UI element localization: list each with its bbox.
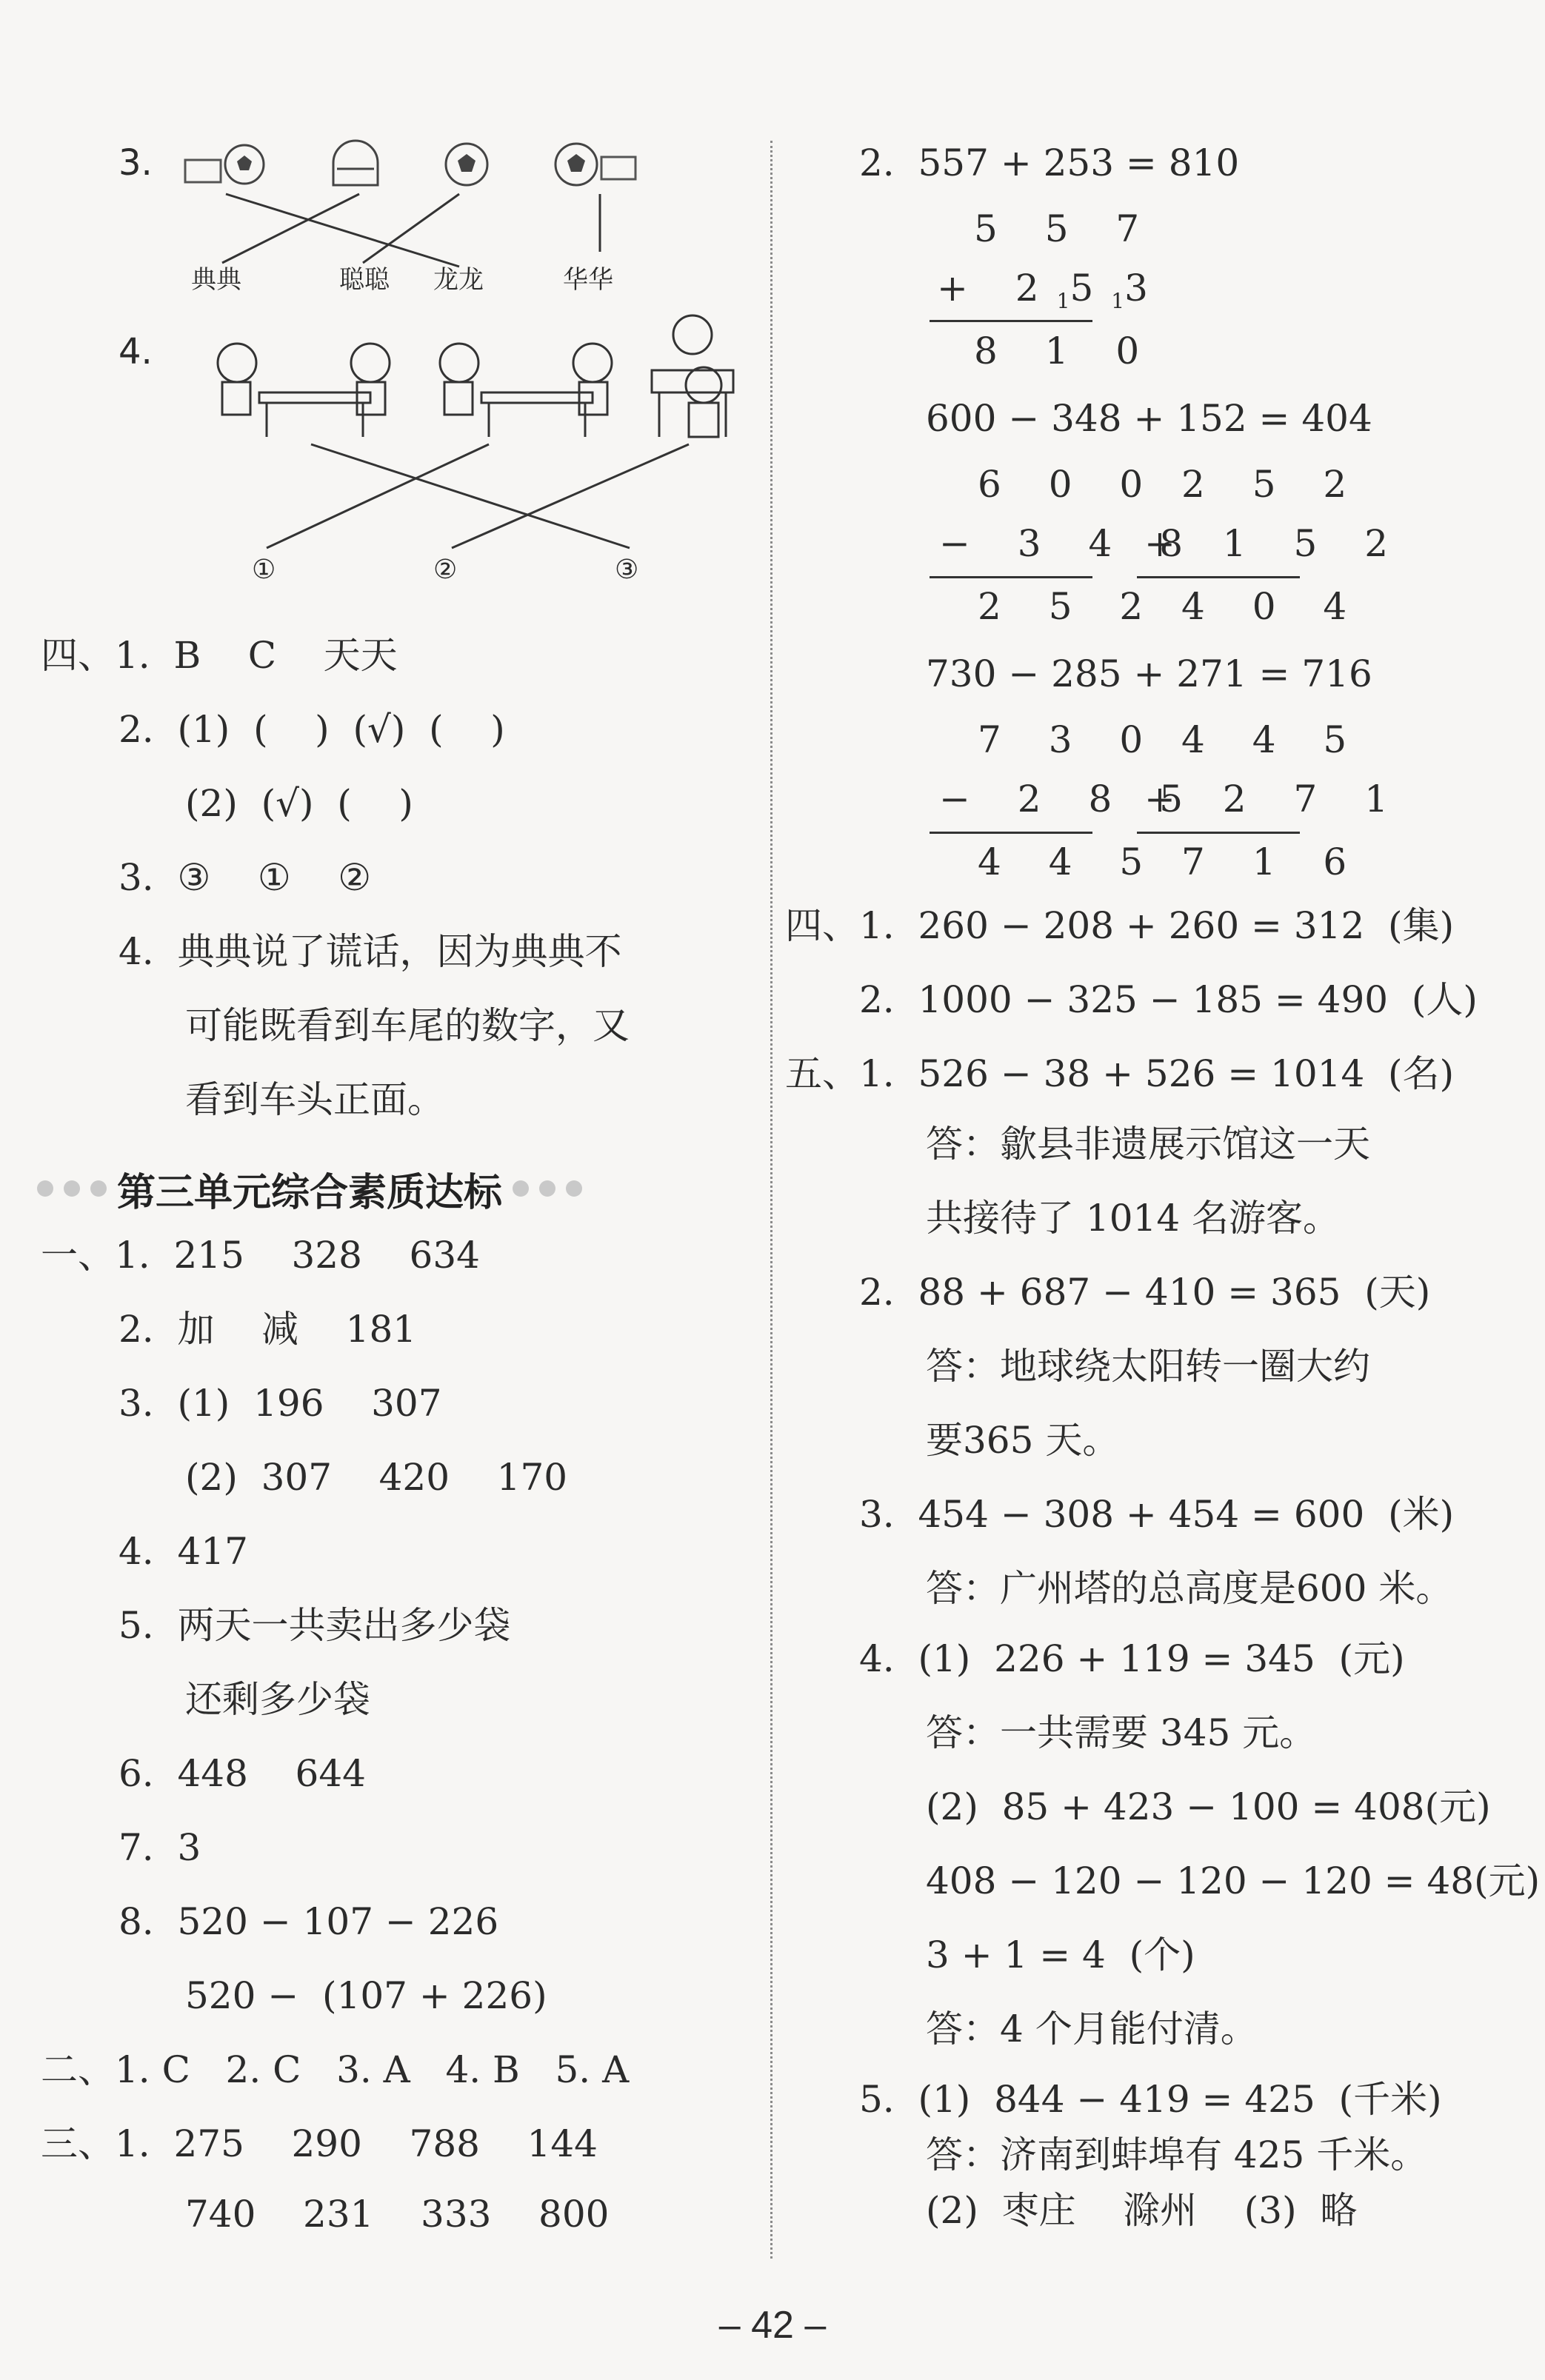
unit-s1-q4: 4. 417 xyxy=(119,1530,248,1573)
page-number: – 42 – xyxy=(718,2304,827,2347)
heading-dots-right xyxy=(513,1180,582,1197)
right-s5-q3: 3. 454 − 308 + 454 = 600 (米) xyxy=(859,1493,1455,1536)
right-s5-q2: 2. 88 + 687 − 410 = 365 (天) xyxy=(859,1271,1431,1314)
vcalc3b-mid: + 2 7 1 xyxy=(1144,778,1406,820)
right-s4-q2: 2. 1000 − 325 − 185 = 490 (人) xyxy=(859,978,1478,1021)
vcalc2a-rule xyxy=(930,576,1092,578)
right-s5-q4-b: (2) 85 + 423 − 100 = 408(元) xyxy=(926,1785,1491,1828)
unit-s1-q6: 6. 448 644 xyxy=(119,1752,366,1795)
q4-label: 4. xyxy=(119,331,153,372)
section4-q4a: 4. 典典说了谎话，因为典典不 xyxy=(119,930,622,973)
q3-name-3: 龙龙 xyxy=(433,265,484,295)
section4-q2a: 2. (1) ( ) (√) ( ) xyxy=(119,708,505,751)
right-s5-q2-ans-a: 答：地球绕太阳转一圈大约 xyxy=(926,1345,1370,1388)
unit-s1-q1: 一、1. 215 328 634 xyxy=(41,1234,480,1277)
vcalc2b-result: 4 0 4 xyxy=(1181,585,1365,628)
ball-and-bread-icon xyxy=(555,144,635,185)
vcalc1-top: 5 5 7 xyxy=(974,207,1158,250)
right-s5-q1-ans-a: 答：歙县非遗展示馆这一天 xyxy=(926,1123,1370,1166)
vcalc1-end-digit: 3 xyxy=(1124,267,1166,310)
right-s5-q1-ans-b: 共接待了 1014 名游客。 xyxy=(926,1197,1341,1240)
vcalc3a-result: 4 4 5 xyxy=(978,840,1161,883)
right-s5-q5: 5. (1) 844 − 419 = 425 (千米) xyxy=(859,2078,1442,2121)
unit-s1-q3a: 3. (1) 196 307 xyxy=(119,1382,442,1425)
q3-name-2: 聪聪 xyxy=(339,265,390,295)
unit-title: 第三单元综合素质达标 xyxy=(117,1170,503,1215)
right-q2: 2. 557 + 253 = 810 xyxy=(859,141,1240,184)
right-s5-q4: 4. (1) 226 + 119 = 345 (元) xyxy=(859,1637,1405,1680)
section4-q1: 四、1. B C 天天 xyxy=(41,634,398,677)
unit-s1-q2: 2. 加 减 181 xyxy=(119,1308,417,1351)
section4-q3: 3. ③ ① ② xyxy=(119,856,372,899)
vcalc3b-top: 4 4 5 xyxy=(1181,718,1365,761)
vcalc3b-result: 7 1 6 xyxy=(1181,840,1365,883)
section4-q4c: 看到车头正面。 xyxy=(185,1078,444,1121)
vcalc1-plus: + 2 xyxy=(937,267,1057,310)
heading-dots-left xyxy=(37,1180,107,1197)
vcalc2b-rule xyxy=(1137,576,1300,578)
vcalc2a-mid: − 3 4 8 xyxy=(939,522,1201,565)
unit-s1-q5b: 还剩多少袋 xyxy=(185,1678,370,1721)
q3-label: 3. xyxy=(119,142,153,184)
q4-circle-2: ② xyxy=(433,555,458,585)
ball-icon-2 xyxy=(333,141,378,185)
vcalc2a-result: 2 5 2 xyxy=(978,585,1161,628)
q4-circle-3: ③ xyxy=(615,555,639,585)
ball-icon-3 xyxy=(446,144,487,185)
unit-s3b: 740 231 333 800 xyxy=(185,2193,610,2236)
right-s5-q4-ans-e: 答：4 个月能付清。 xyxy=(926,2008,1258,2050)
vcalc2b-top: 2 5 2 xyxy=(1181,463,1365,506)
right-s5-q5-b: (2) 枣庄 滁州 (3) 略 xyxy=(926,2189,1358,2232)
unit-s1-q3b: (2) 307 420 170 xyxy=(185,1456,568,1499)
right-s5-q4-ans-a: 答：一共需要 345 元。 xyxy=(926,1711,1317,1754)
ping-pong-scene-3 xyxy=(652,315,733,437)
unit-s2: 二、1. C 2. C 3. A 4. B 5. A xyxy=(41,2048,630,2091)
unit-s1-q8a: 8. 520 − 107 − 226 xyxy=(119,1900,499,1943)
right-s5-q3-ans: 答：广州塔的总高度是600 米。 xyxy=(926,1567,1453,1610)
right-s5-q2-ans-b: 要365 天。 xyxy=(926,1419,1120,1462)
unit-s1-q7: 7. 3 xyxy=(119,1826,201,1869)
right-s4-q1: 四、1. 260 − 208 + 260 = 312 (集) xyxy=(785,904,1455,947)
right-q2b: 600 − 348 + 152 = 404 xyxy=(926,397,1372,440)
unit-heading xyxy=(37,1163,582,1214)
right-s5-q4-c: 408 − 120 − 120 − 120 = 48(元) xyxy=(926,1859,1541,1902)
unit-s1-q8b: 520 − (107 + 226) xyxy=(185,1974,547,2017)
vcalc3a-mid: − 2 8 5 xyxy=(939,778,1201,820)
vcalc3b-rule xyxy=(1137,832,1300,834)
right-s5-q5-ans-a: 答：济南到蚌埠有 425 千米。 xyxy=(926,2133,1428,2176)
vcalc2b-mid: + 1 5 2 xyxy=(1144,522,1406,565)
right-s5-q4-d: 3 + 1 = 4 (个) xyxy=(926,1933,1195,1976)
q3-name-4: 华华 xyxy=(563,265,613,295)
ping-pong-scene-1 xyxy=(218,344,390,437)
bread-and-ball-icon xyxy=(185,145,264,184)
ping-pong-scene-2 xyxy=(440,344,612,437)
right-q2c: 730 − 285 + 271 = 716 xyxy=(926,652,1372,695)
column-divider xyxy=(770,141,772,2259)
vcalc3a-rule xyxy=(930,832,1092,834)
vcalc1-mid: + $2_15_13$ xyxy=(937,267,1166,313)
vcalc1-result: 8 1 0 xyxy=(974,330,1158,372)
section4-q2b: (2) (√) ( ) xyxy=(185,782,413,825)
q3-matching-diagram xyxy=(0,0,770,666)
vcalc1-rule xyxy=(930,320,1092,322)
vcalc2a-top: 6 0 0 xyxy=(978,463,1161,506)
unit-s1-q5a: 5. 两天一共卖出多少袋 xyxy=(119,1604,511,1647)
right-s5-q1: 五、1. 526 − 38 + 526 = 1014 (名) xyxy=(785,1052,1455,1095)
q3-name-1: 典典 xyxy=(191,265,241,295)
unit-s3a: 三、1. 275 290 788 144 xyxy=(41,2122,598,2165)
section4-q4b: 可能既看到车尾的数字，又 xyxy=(185,1004,630,1047)
q4-circle-1: ① xyxy=(252,555,276,585)
vcalc3a-top: 7 3 0 xyxy=(978,718,1161,761)
vcalc1-mid-digit: 5 xyxy=(1070,267,1112,310)
